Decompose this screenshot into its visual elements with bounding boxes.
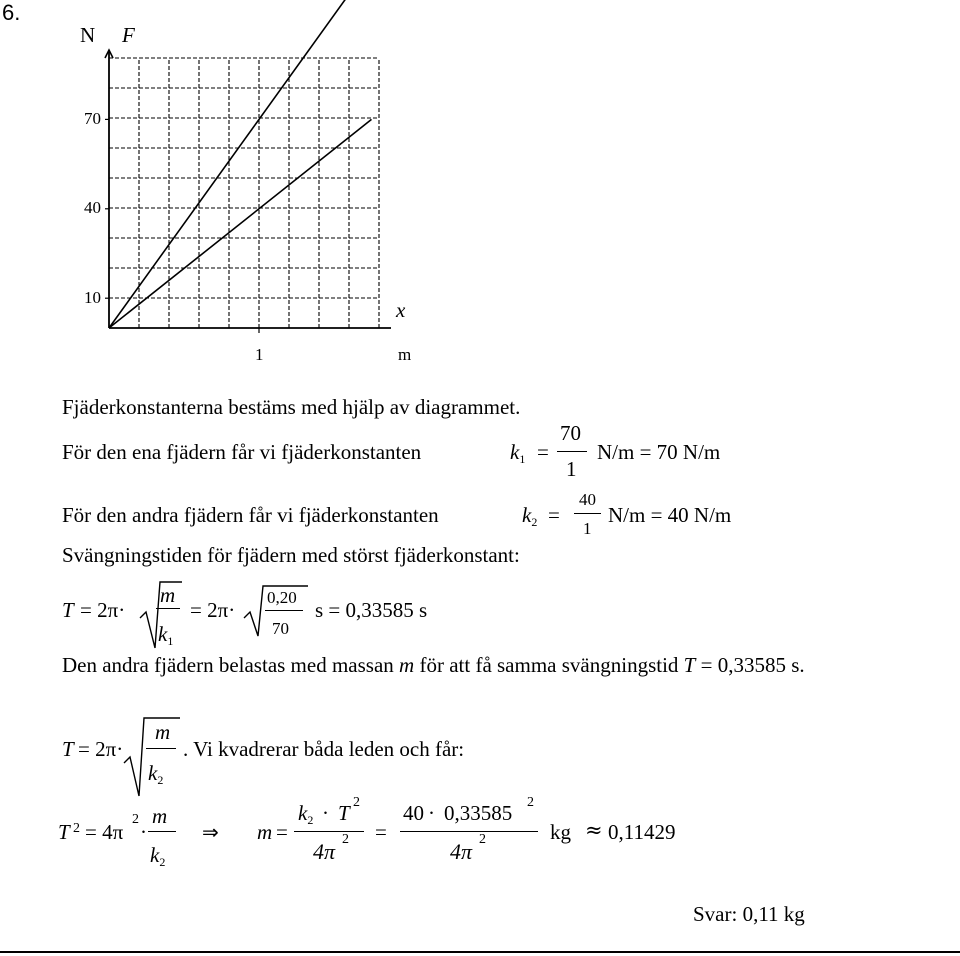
k1-result: N/m = 70 N/m	[597, 440, 721, 464]
kg-unit: kg	[550, 820, 571, 844]
k1-symbol: k1	[510, 440, 526, 466]
square-instruction: . Vi kvadrerar båda leden och får:	[183, 737, 465, 761]
eq5-forty: 40	[403, 801, 424, 825]
y-tick-label: 10	[84, 288, 101, 307]
intro-text: Fjäderkonstanterna bestäms med hjälp av diagrammet.	[62, 395, 521, 419]
eq5-exponent: 2	[527, 795, 534, 810]
eq5-pi-exponent: 2	[479, 832, 486, 847]
x-axis-var-label: x	[396, 298, 406, 322]
eq2-k2: k2	[148, 761, 164, 787]
eq4-dot: ·	[322, 801, 329, 825]
answer-text: Svar: 0,11 kg	[693, 902, 805, 926]
period-mass-value: 0,20	[267, 588, 297, 607]
eq2-m: m	[155, 720, 171, 744]
period-two-pi: = 2π·	[80, 598, 126, 622]
eq4-T: T	[338, 801, 350, 825]
y-axis-unit-label: N	[80, 23, 96, 47]
period-k-value: 70	[272, 619, 289, 638]
fraction-line	[148, 831, 176, 832]
problem-number: 6.	[2, 0, 21, 25]
fraction-line	[156, 608, 180, 609]
k2-equals: =	[548, 503, 560, 527]
period-m: m	[160, 583, 176, 607]
x-unit-label: m	[398, 345, 412, 364]
period-k1: k1	[158, 622, 174, 648]
y-tick-label: 70	[84, 109, 101, 128]
k2-result: N/m = 40 N/m	[608, 503, 732, 527]
eq2-T: T	[62, 737, 74, 761]
k1-numerator: 70	[560, 421, 581, 445]
approx-value: 0,11429	[608, 820, 676, 844]
y-tick-label: 40	[84, 198, 101, 217]
eq3-T: T	[58, 820, 70, 844]
eq4-m: m	[257, 820, 273, 844]
eq4-equals: =	[276, 820, 288, 844]
eq3-T-exponent: 2	[73, 821, 80, 836]
k1-equals: =	[537, 440, 549, 464]
eq5-dot: ·	[428, 801, 435, 825]
k2-denominator: 1	[583, 519, 592, 538]
fraction-line	[294, 831, 364, 832]
x-tick-label: 1	[255, 345, 264, 364]
fraction-line	[400, 831, 538, 832]
eq5-equals: =	[375, 820, 387, 844]
y-axis-var-label: F	[122, 23, 135, 47]
eq3-k2: k2	[150, 843, 166, 869]
k2-numerator: 40	[579, 490, 596, 509]
eq5-period-value: 0,33585	[444, 801, 513, 825]
eq3-four-pi: = 4π	[85, 820, 124, 844]
eq3-dot: ·	[140, 820, 147, 844]
bottom-rule	[0, 951, 960, 953]
approx-sign: ≈	[585, 818, 603, 842]
eq3-m: m	[152, 804, 168, 828]
eq4-T-exponent: 2	[353, 795, 360, 810]
period-eq-two-pi: = 2π·	[190, 598, 236, 622]
eq5-four-pi: 4π	[450, 839, 473, 864]
k1-lead-text: För den ena fjädern får vi fjäderkonstanten	[62, 440, 422, 464]
eq4-k2: k2	[298, 801, 314, 827]
implies-arrow: ⇒	[202, 820, 219, 844]
k2-lead-text: För den andra fjädern får vi fjäderkonstanten	[62, 503, 439, 527]
eq2-two-pi: = 2π·	[78, 737, 124, 761]
period-T: T	[62, 598, 74, 622]
fraction-line	[146, 748, 176, 749]
second-spring-text: Den andra fjädern belastas med massan m för att få samma svängningstid T = 0,33585 s.	[62, 653, 805, 677]
k2-symbol: k2	[522, 503, 538, 529]
period-result: s = 0,33585 s	[315, 598, 428, 622]
eq4-pi-exponent: 2	[342, 832, 349, 847]
fraction-line	[265, 610, 303, 611]
eq4-four-pi: 4π	[313, 839, 336, 864]
eq3-pi-exponent: 2	[132, 812, 139, 827]
k1-denominator: 1	[566, 457, 577, 481]
period-lead-text: Svängningstiden för fjädern med störst fjäderkonstant:	[62, 543, 520, 567]
